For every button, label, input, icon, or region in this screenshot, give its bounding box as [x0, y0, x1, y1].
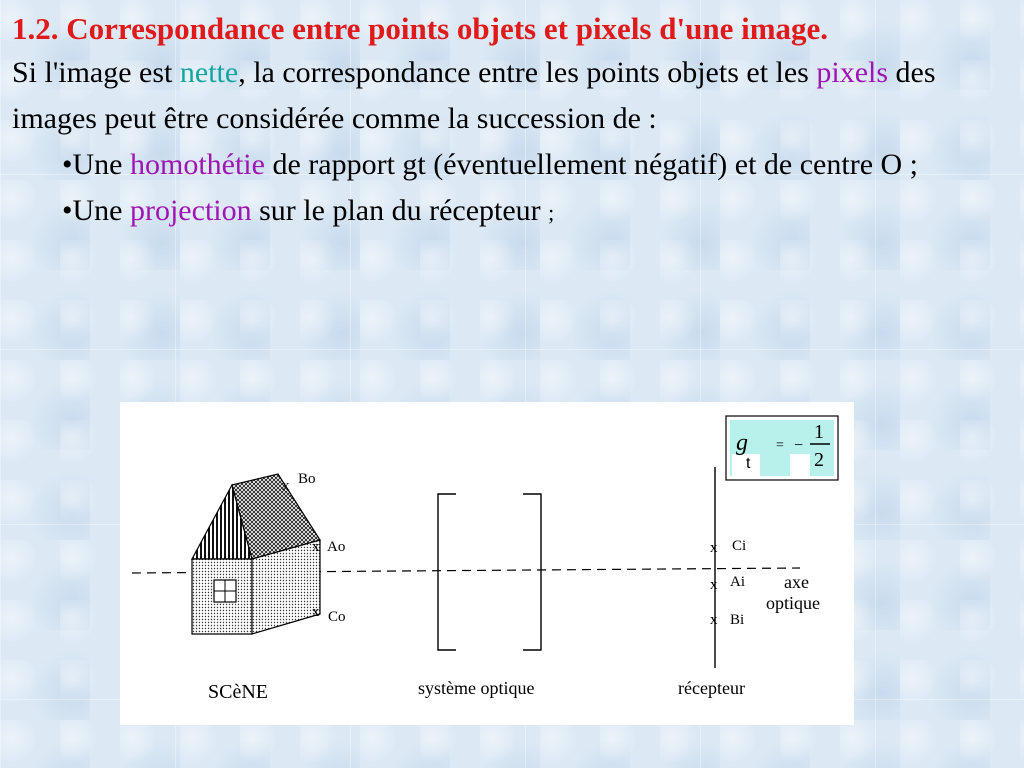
label-bi: Bi: [730, 612, 745, 628]
intro-paragraph: [12, 50, 1012, 142]
axis-label-line2: optique: [766, 593, 820, 613]
formula-denominator: 2: [814, 449, 824, 471]
house-icon: [192, 474, 320, 634]
optical-system-brackets: [438, 494, 541, 650]
axis-label-line1: axe: [784, 572, 809, 592]
optics-diagram-svg: [120, 402, 854, 725]
formula-numerator: 1: [814, 421, 824, 443]
bullet-text: sur le plan du récepteur: [251, 194, 549, 227]
cross-co: x: [312, 604, 320, 620]
formula-symbol: g: [736, 430, 748, 456]
term-projection: projection: [129, 194, 252, 227]
label-ci: Ci: [732, 538, 747, 554]
label-bo: Bo: [298, 471, 316, 487]
cross-ai: x: [710, 577, 718, 593]
optics-diagram: [120, 402, 854, 725]
cross-bo: x: [282, 478, 290, 494]
cross-ao: x: [312, 539, 320, 555]
bullet-text: de rapport gt (éventuellement négatif) et de centre O ;: [264, 148, 919, 181]
caption-receptor: récepteur: [678, 678, 745, 698]
intro-text-1: Si l'image est: [12, 56, 180, 89]
bullet-homothetie: [62, 142, 1012, 188]
formula-subscript: t: [746, 455, 751, 472]
cross-bi: x: [710, 612, 718, 628]
term-pixels: pixels: [816, 56, 889, 89]
intro-text-2: , la correspondance entre les points objets et les: [238, 56, 817, 89]
cross-ci: x: [710, 540, 718, 556]
bullet-marker: •Une: [62, 148, 130, 181]
label-ao: Ao: [327, 539, 346, 555]
bullet-marker: •Une: [62, 194, 130, 227]
slide-text: [12, 8, 1012, 236]
bullet-semicolon: ;: [548, 200, 555, 225]
slide-title: 1.2. Correspondance entre points objets et pixels d'une image.: [12, 11, 829, 46]
caption-optical-system: système optique: [418, 678, 535, 698]
label-ai: Ai: [730, 574, 745, 590]
term-homothetie: homothétie: [129, 148, 265, 181]
term-nette: nette: [179, 56, 239, 89]
intro-text-3: des images peut être considérée comme la succession de :: [12, 56, 936, 135]
caption-scene: SCèNE: [208, 681, 268, 703]
magnification-formula: [726, 416, 838, 480]
label-co: Co: [328, 609, 346, 625]
bullet-projection: [62, 188, 1012, 236]
formula-equals: =: [776, 438, 784, 453]
formula-minus: −: [794, 437, 804, 454]
